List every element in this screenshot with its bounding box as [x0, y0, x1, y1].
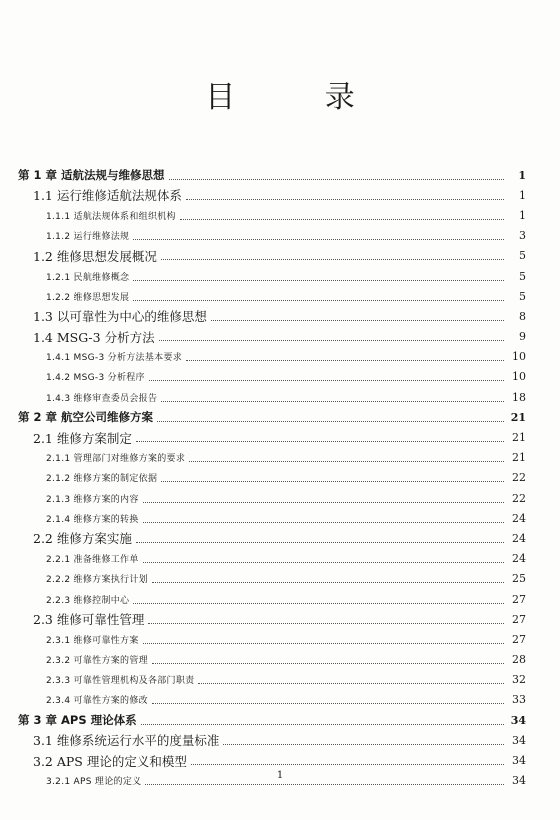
toc-entry-label: 1.4.3 维修审查委员会报告	[46, 393, 158, 404]
toc-entry-page: 10	[512, 370, 526, 384]
dot-leader	[161, 249, 504, 260]
page-title: 目 录	[205, 80, 395, 115]
dot-leader	[152, 693, 504, 704]
toc-entry-label: 1.4.2 MSG-3 分析程序	[46, 373, 145, 384]
dot-leader	[169, 169, 504, 180]
toc-entry-page: 24	[512, 531, 526, 545]
dot-leader	[143, 492, 504, 503]
toc-entry-page: 9	[519, 330, 526, 344]
dot-leader	[159, 330, 504, 341]
dot-leader	[143, 552, 504, 563]
toc-entry-label: 1.3 以可靠性为中心的维修思想	[33, 309, 207, 325]
toc-subsection-entry[interactable]	[18, 226, 526, 246]
toc-subsection-entry[interactable]	[18, 468, 526, 488]
toc-entry-label: 3.1 维修系统运行水平的度量标准	[33, 733, 220, 749]
table-of-contents	[18, 165, 526, 791]
dot-leader	[141, 714, 504, 725]
toc-entry-page: 5	[519, 289, 526, 303]
toc-entry-label: 2.3.1 维修可靠性方案	[46, 635, 139, 646]
toc-entry-label: 2.2.3 维修控制中心	[46, 595, 130, 606]
toc-entry-page: 28	[512, 653, 526, 667]
toc-subsection-entry[interactable]	[18, 690, 526, 710]
toc-entry-label: 2.3.4 可靠性方案的修改	[46, 696, 148, 707]
toc-section-entry[interactable]	[18, 185, 526, 205]
toc-entry-label: 2.2.1 准备维修工作单	[46, 555, 139, 566]
toc-entry-page: 27	[512, 632, 526, 646]
toc-subsection-entry[interactable]	[18, 549, 526, 569]
dot-leader	[157, 411, 504, 422]
toc-section-entry[interactable]	[18, 246, 526, 266]
dot-leader	[143, 633, 504, 644]
toc-entry-label: 1.1 运行维修适航法规体系	[33, 188, 182, 204]
toc-entry-page: 1	[518, 168, 526, 182]
toc-subsection-entry[interactable]	[18, 569, 526, 589]
toc-entry-page: 21	[512, 451, 526, 465]
toc-subsection-entry[interactable]	[18, 488, 526, 508]
toc-entry-page: 21	[512, 431, 526, 445]
toc-entry-label: 2.1 维修方案制定	[33, 430, 132, 446]
toc-entry-label: 2.3.2 可靠性方案的管理	[46, 656, 148, 667]
toc-entry-page: 22	[512, 471, 526, 485]
toc-section-entry[interactable]	[18, 528, 526, 548]
toc-entry-label: 2.2.2 维修方案执行计划	[46, 575, 148, 586]
dot-leader	[186, 189, 504, 200]
toc-entry-label: 2.3 维修可靠性管理	[33, 612, 145, 628]
toc-entry-page: 32	[512, 673, 526, 687]
toc-entry-label: 第 1 章 适航法规与维修思想	[18, 168, 165, 183]
dot-leader	[198, 673, 504, 684]
toc-entry-page: 27	[512, 592, 526, 606]
toc-entry-label: 1.1.1 适航法规体系和组织机构	[46, 211, 176, 222]
toc-entry-page: 34	[510, 713, 526, 727]
toc-chapter-entry[interactable]	[18, 165, 526, 185]
toc-entry-label: 2.2 维修方案实施	[33, 531, 132, 547]
dot-leader	[180, 209, 504, 220]
page-number: 1	[276, 770, 284, 781]
dot-leader	[133, 593, 504, 604]
dot-leader	[133, 290, 504, 301]
dot-leader	[223, 734, 504, 745]
toc-section-entry[interactable]	[18, 306, 526, 326]
toc-entry-label: 3.2 APS 理论的定义和模型	[33, 753, 187, 769]
dot-leader	[149, 370, 504, 381]
toc-entry-page: 5	[519, 249, 526, 263]
toc-entry-page: 25	[512, 572, 526, 586]
toc-subsection-entry[interactable]	[18, 448, 526, 468]
toc-entry-label: 1.4.1 MSG-3 分析方法基本要求	[46, 353, 183, 364]
toc-subsection-entry[interactable]	[18, 347, 526, 367]
toc-entry-label: 2.1.1 管理部门对维修方案的要求	[46, 454, 186, 465]
toc-subsection-entry[interactable]	[18, 205, 526, 225]
dot-leader	[161, 391, 504, 402]
toc-entry-page: 24	[512, 552, 526, 566]
toc-entry-page: 8	[519, 309, 526, 323]
dot-leader	[186, 350, 504, 361]
dot-leader	[189, 451, 504, 462]
toc-entry-page: 10	[512, 350, 526, 364]
dot-leader	[152, 572, 504, 583]
toc-subsection-entry[interactable]	[18, 367, 526, 387]
toc-section-entry[interactable]	[18, 750, 526, 770]
toc-entry-page: 21	[510, 410, 526, 424]
toc-entry-label: 1.1.2 运行维修法规	[46, 232, 130, 243]
toc-entry-label: 2.3.3 可靠性管理机构及各部门职责	[46, 676, 195, 687]
toc-entry-page: 24	[512, 511, 526, 525]
toc-subsection-entry[interactable]	[18, 650, 526, 670]
toc-entry-label: 第 3 章 APS 理论体系	[18, 713, 137, 728]
dot-leader	[136, 431, 504, 442]
toc-subsection-entry[interactable]	[18, 589, 526, 609]
dot-leader	[143, 512, 504, 523]
toc-entry-label: 1.2 维修思想发展概况	[33, 248, 157, 264]
toc-entry-label: 3.2.1 APS 理论的定义	[46, 777, 142, 788]
toc-entry-label: 2.1.3 维修方案的内容	[46, 494, 139, 505]
toc-chapter-entry[interactable]	[18, 710, 526, 730]
toc-entry-page: 18	[512, 390, 526, 404]
toc-entry-page: 3	[519, 229, 526, 243]
toc-subsection-entry[interactable]	[18, 286, 526, 306]
toc-entry-page: 22	[512, 491, 526, 505]
toc-entry-label: 2.1.4 维修方案的转换	[46, 514, 139, 525]
toc-entry-page: 34	[512, 774, 526, 788]
toc-entry-label: 2.1.2 维修方案的制定依据	[46, 474, 158, 485]
toc-entry-page: 1	[519, 188, 526, 202]
toc-entry-page: 34	[512, 733, 526, 747]
toc-section-entry[interactable]	[18, 327, 526, 347]
dot-leader	[161, 471, 504, 482]
toc-entry-page: 34	[512, 754, 526, 768]
dot-leader	[211, 310, 504, 321]
toc-entry-page: 5	[519, 269, 526, 283]
toc-subsection-entry[interactable]	[18, 508, 526, 528]
dot-leader	[148, 613, 504, 624]
toc-section-entry[interactable]	[18, 609, 526, 629]
toc-entry-label: 1.4 MSG-3 分析方法	[33, 329, 155, 345]
dot-leader	[133, 270, 504, 281]
toc-section-entry[interactable]	[18, 427, 526, 447]
dot-leader	[133, 229, 504, 240]
toc-entry-label: 第 2 章 航空公司维修方案	[18, 410, 154, 425]
toc-entry-label: 1.2.2 维修思想发展	[46, 292, 130, 303]
toc-section-entry[interactable]	[18, 730, 526, 750]
toc-entry-page: 33	[512, 693, 526, 707]
dot-leader	[136, 532, 504, 543]
dot-leader	[191, 754, 504, 765]
toc-chapter-entry[interactable]	[18, 407, 526, 427]
toc-subsection-entry[interactable]	[18, 629, 526, 649]
toc-entry-page: 27	[512, 612, 526, 626]
toc-subsection-entry[interactable]	[18, 387, 526, 407]
toc-entry-page: 1	[519, 208, 526, 222]
toc-subsection-entry[interactable]	[18, 266, 526, 286]
toc-subsection-entry[interactable]	[18, 670, 526, 690]
dot-leader	[152, 653, 504, 664]
toc-entry-label: 1.2.1 民航维修概念	[46, 272, 130, 283]
